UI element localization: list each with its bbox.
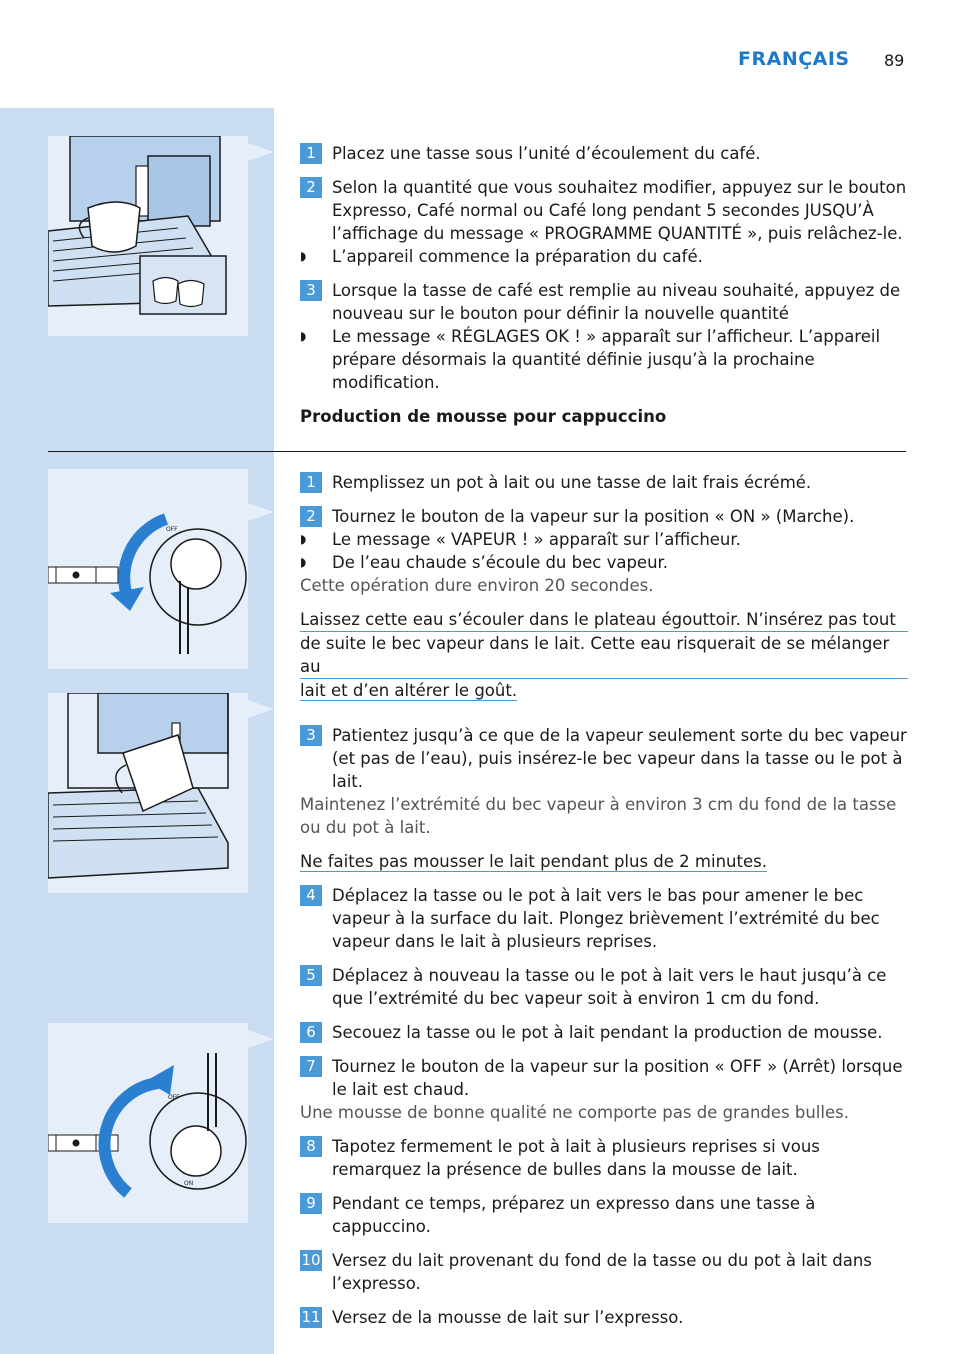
- bullet-icon: ◗: [300, 555, 307, 569]
- illustration-steam-knob-on: [48, 469, 248, 669]
- section-quantity-settings: [300, 142, 908, 428]
- bullet-text: Le message « VAPEUR ! » apparaît sur l’afficheur.: [332, 530, 741, 549]
- bullet-text: L’appareil commence la préparation du café.: [332, 247, 703, 266]
- result-bullet: [300, 325, 908, 394]
- tip-line: Laissez cette eau s’écouler dans le plateau égouttoir. N’insérez pas tout: [300, 608, 908, 632]
- step-text: Tapotez fermement le pot à lait à plusieurs reprises si vous remarquez la présence de bulles dans la mousse de lait.: [332, 1137, 820, 1179]
- illustration-steam-knob-off: [48, 1023, 248, 1223]
- step-text: Déplacez à nouveau la tasse ou le pot à lait vers le haut jusqu’à ce que l’extrémité du bec vapeur soit à environ 1 cm du fond.: [332, 966, 887, 1008]
- step-number: 3: [300, 280, 322, 301]
- illustration-pointer: [248, 700, 274, 718]
- step-item: [300, 1055, 908, 1101]
- illustration-coffee-machine-cup: [48, 136, 248, 336]
- tip-block: [300, 608, 908, 702]
- illustration-pointer: [248, 503, 274, 521]
- step-number: 11: [301, 1308, 321, 1326]
- step-number: 7: [300, 1056, 322, 1077]
- step-number: 1: [300, 143, 322, 164]
- note-text: Cette opération dure environ 20 secondes.: [300, 576, 654, 595]
- knob-off-label: OFF: [168, 1094, 180, 1101]
- step-text: Patientez jusqu’à ce que de la vapeur seulement sorte du bec vapeur (et pas de l’eau), puis insérez-le bec vapeur dans la tasse ou le pot à lait.: [332, 726, 907, 791]
- step-item: [300, 964, 908, 1010]
- tip-text: Ne faites pas mousser le lait pendant plus de 2 minutes.: [300, 852, 767, 871]
- bullet-icon: ◗: [300, 532, 307, 546]
- tip-line: de suite le bec vapeur dans le lait. Cette eau risquerait de se mélanger au: [300, 632, 908, 679]
- step-item: [300, 1249, 908, 1295]
- step-text: Selon la quantité que vous souhaitez modifier, appuyez sur le bouton Expresso, Café normal ou Café long pendant 5 secondes JUSQU’À l’affichage du message « PROGRAMME QUANTITÉ », puis relâchez-le.: [332, 178, 907, 243]
- step-number: 5: [300, 965, 322, 986]
- step-item: [300, 1135, 908, 1181]
- step-number: 9: [300, 1193, 322, 1214]
- step-item: [300, 142, 908, 165]
- note-text: Maintenez l’extrémité du bec vapeur à environ 3 cm du fond de la tasse ou du pot à lait.: [300, 795, 897, 837]
- bullet-text: De l’eau chaude s’écoule du bec vapeur.: [332, 553, 669, 572]
- step-text: Secouez la tasse ou le pot à lait pendant la production de mousse.: [332, 1023, 883, 1042]
- step-text: Tournez le bouton de la vapeur sur la position « ON » (Marche).: [332, 507, 855, 526]
- page-number: 89: [884, 51, 905, 70]
- step-item: [300, 471, 908, 494]
- step-item: [300, 279, 908, 325]
- step-text: Remplissez un pot à lait ou une tasse de lait frais écrémé.: [332, 473, 812, 492]
- step-item: [300, 1021, 908, 1044]
- step-text: Versez du lait provenant du fond de la tasse ou du pot à lait dans l’expresso.: [332, 1251, 872, 1293]
- step-item: [300, 724, 908, 793]
- result-bullet: [300, 551, 908, 574]
- cup-icon: [73, 572, 80, 579]
- header-language: FRANÇAIS: [738, 48, 850, 70]
- step-number: 1: [300, 472, 322, 493]
- knob-off-label: OFF: [166, 526, 178, 533]
- bullet-icon: ◗: [300, 249, 307, 263]
- illustration-pointer: [248, 1030, 274, 1048]
- step-item: [300, 176, 908, 245]
- illustration-steam-wand-cup: [48, 693, 248, 893]
- step-item: [300, 1306, 908, 1329]
- result-bullet: [300, 528, 908, 551]
- section-heading: Production de mousse pour cappuccino: [300, 407, 667, 426]
- step-item: [300, 505, 908, 528]
- step-item: [300, 884, 908, 953]
- step-text: Placez une tasse sous l’unité d’écoulement du café.: [332, 144, 761, 163]
- step-text: Lorsque la tasse de café est remplie au niveau souhaité, appuyez de nouveau sur le bouton pour définir la nouvelle quantité: [332, 281, 901, 323]
- knob-on-label: ON: [184, 1180, 194, 1187]
- step-number: 3: [300, 725, 322, 746]
- bullet-icon: ◗: [300, 329, 307, 343]
- step-text: Tournez le bouton de la vapeur sur la position « OFF » (Arrêt) lorsque le lait est chaud.: [332, 1057, 903, 1099]
- step-number: 6: [300, 1022, 322, 1043]
- step-number: 2: [300, 177, 322, 198]
- cup-icon: [73, 1140, 80, 1147]
- step-text: Déplacez la tasse ou le pot à lait vers le bas pour amener le bec vapeur à la surface du lait. Plongez brièvement l’extrémité du bec vapeur dans le lait à plusieurs reprises.: [332, 886, 880, 951]
- illustration-pointer: [248, 143, 274, 161]
- result-bullet: [300, 245, 908, 268]
- tip-line: lait et d’en altérer le goût.: [300, 681, 518, 700]
- note-text: Une mousse de bonne qualité ne comporte pas de grandes bulles.: [300, 1103, 849, 1122]
- step-text: Pendant ce temps, préparez un expresso dans une tasse à cappuccino.: [332, 1194, 816, 1236]
- step-item: [300, 1192, 908, 1238]
- step-number: 2: [300, 506, 322, 527]
- bullet-text: Le message « RÉGLAGES OK ! » apparaît sur l’afficheur. L’appareil prépare désormais la quantité définie jusqu’à la prochaine modification.: [332, 327, 881, 392]
- step-number: 10: [301, 1251, 321, 1269]
- section-divider: [48, 451, 906, 452]
- step-number: 8: [300, 1136, 322, 1157]
- section-milk-frothing: [300, 471, 908, 1329]
- step-number: 4: [300, 885, 322, 906]
- step-text: Versez de la mousse de lait sur l’expresso.: [332, 1308, 684, 1327]
